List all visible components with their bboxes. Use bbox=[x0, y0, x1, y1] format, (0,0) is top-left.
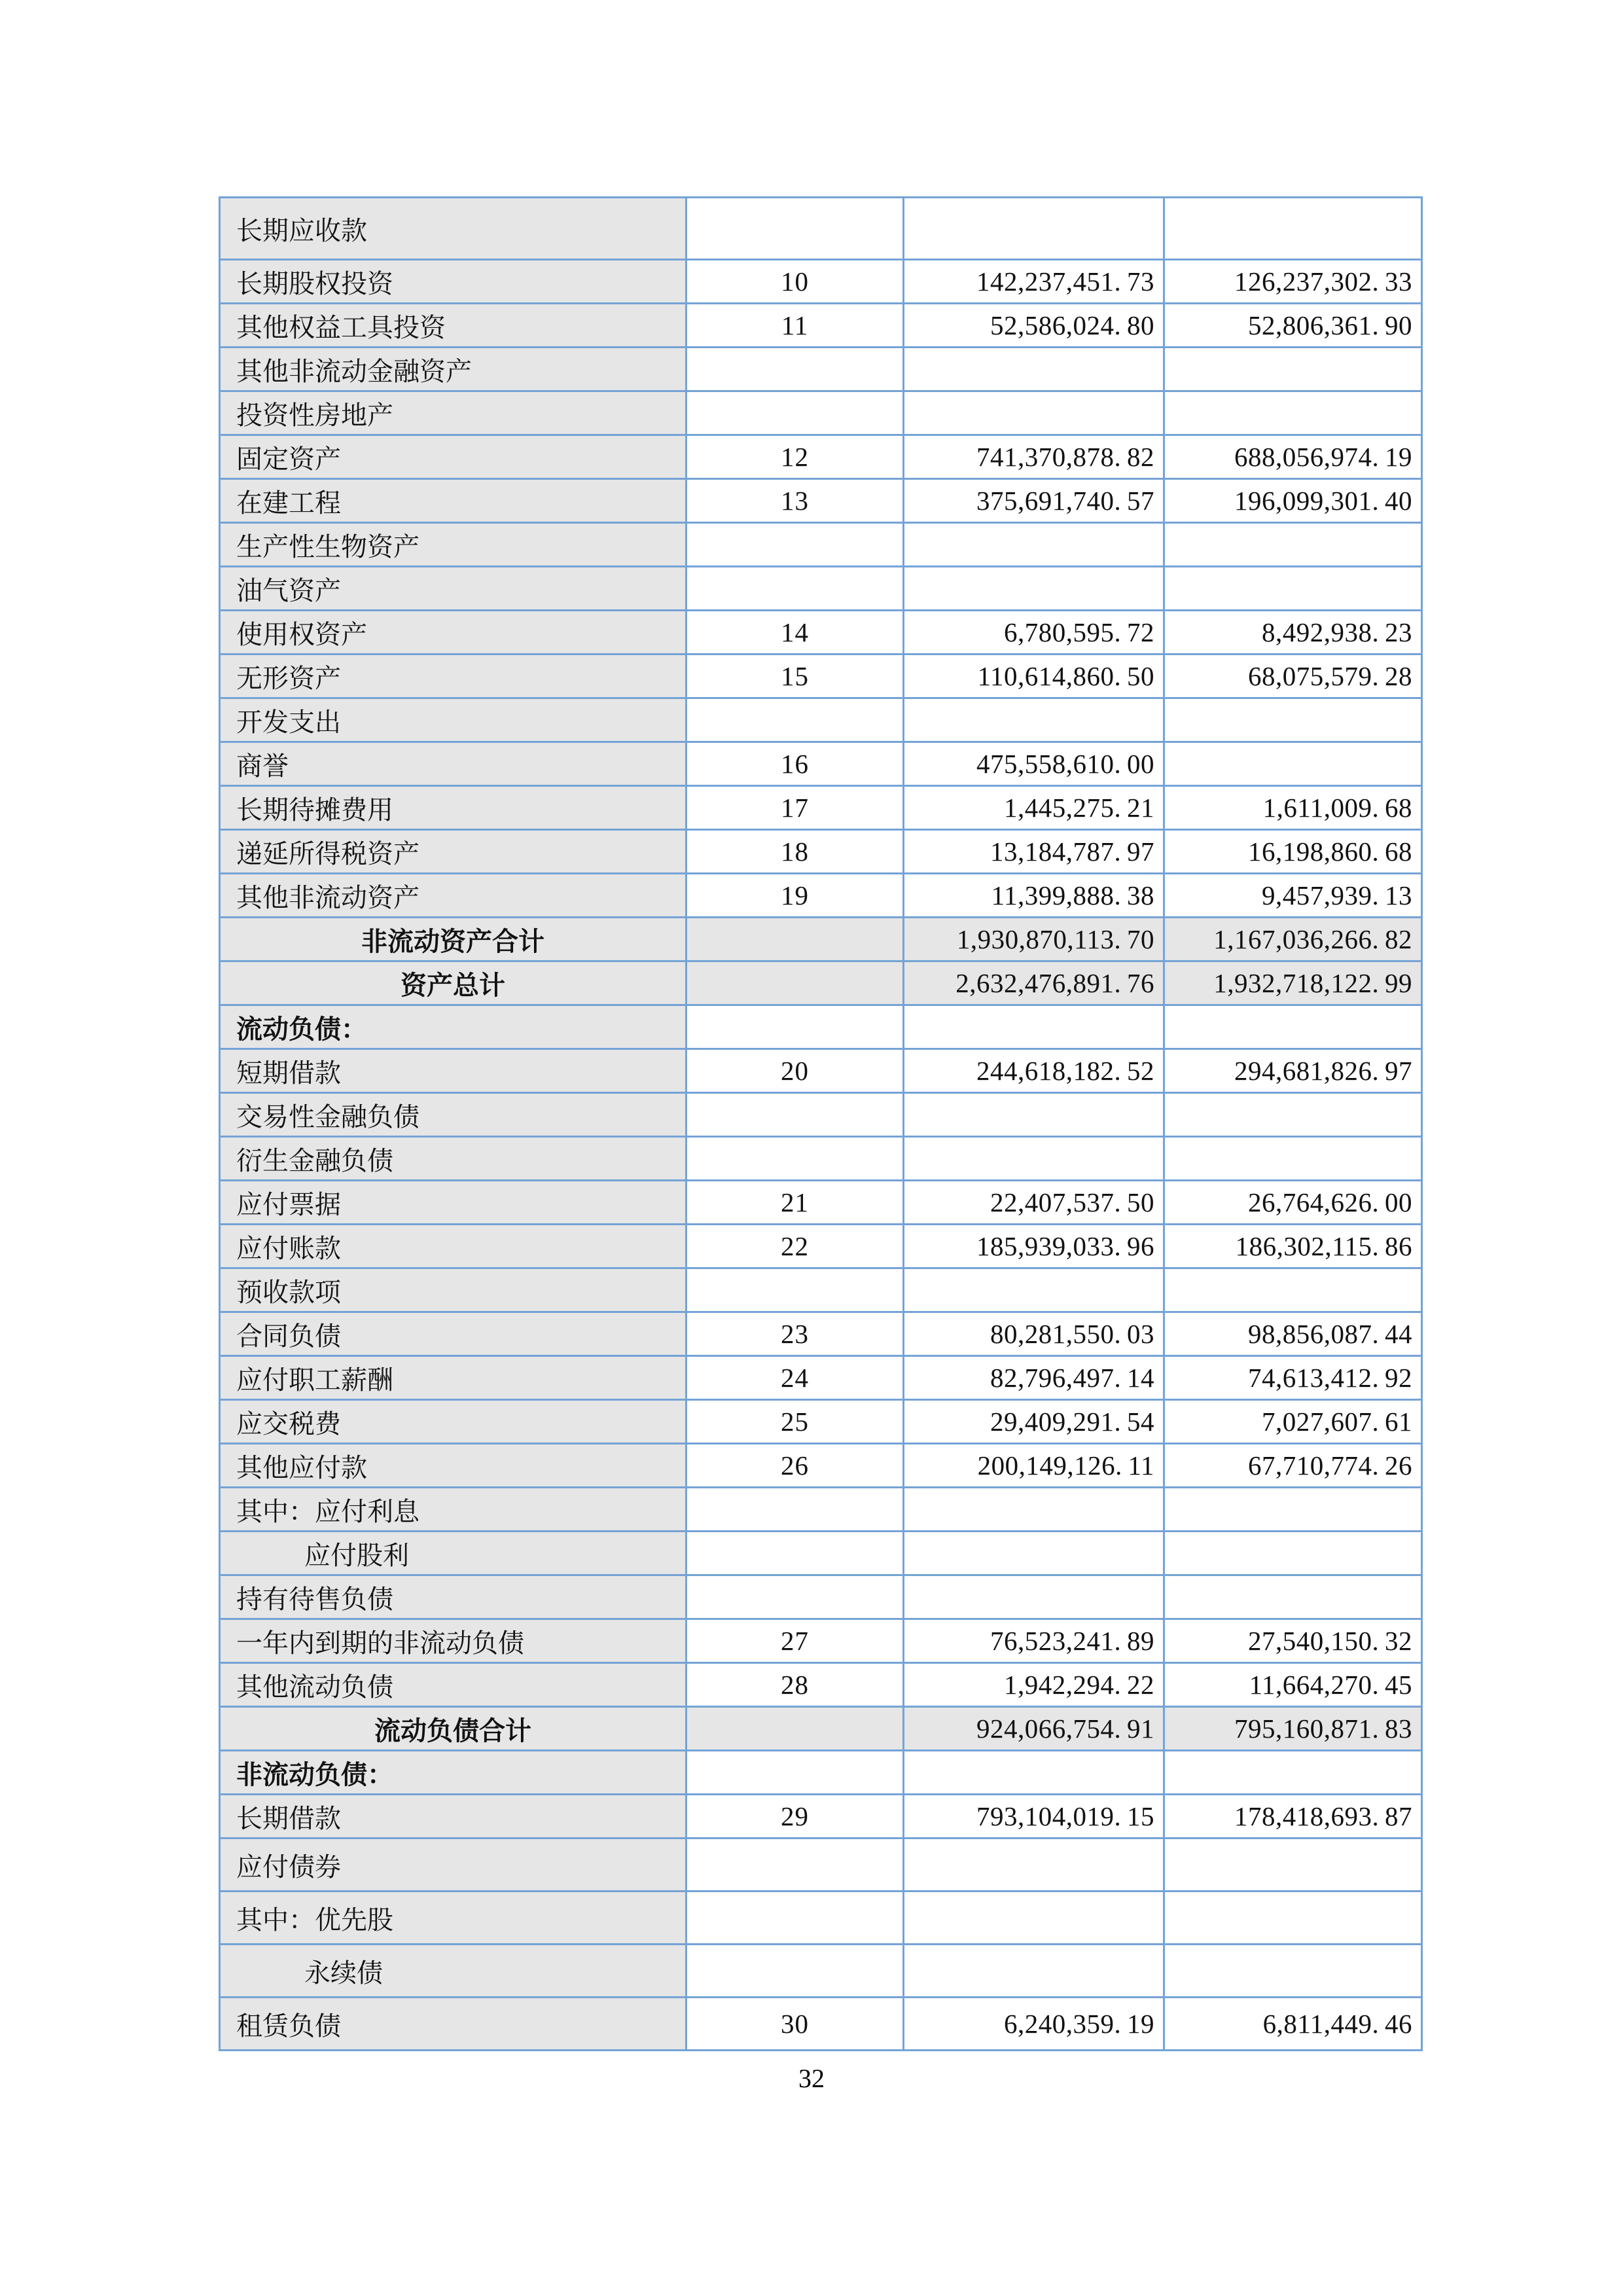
item-label-cell: 持有待售负债 bbox=[221, 1576, 685, 1618]
note-number-cell bbox=[685, 1839, 902, 1890]
item-label-cell: 预收款项 bbox=[221, 1269, 685, 1311]
amount2-cell bbox=[1163, 1488, 1421, 1530]
amount2-cell bbox=[1163, 567, 1421, 609]
table-row bbox=[221, 785, 1421, 829]
table-row bbox=[221, 609, 1421, 653]
amount2-cell: 196,099,301. 40 bbox=[1163, 480, 1421, 522]
amount1-cell bbox=[902, 392, 1163, 434]
item-label-cell: 油气资产 bbox=[221, 567, 685, 609]
table-row bbox=[221, 1179, 1421, 1223]
amount1-cell: 475,558,610. 00 bbox=[902, 743, 1163, 785]
amount1-cell: 924,066,754. 91 bbox=[902, 1708, 1163, 1749]
amount2-cell bbox=[1163, 392, 1421, 434]
note-number-cell bbox=[685, 962, 902, 1004]
note-number-cell bbox=[685, 1532, 902, 1574]
item-label-cell: 长期股权投资 bbox=[221, 260, 685, 302]
amount1-cell: 80,281,550. 03 bbox=[902, 1313, 1163, 1355]
item-label-cell: 其中：应付利息 bbox=[221, 1488, 685, 1530]
amount1-cell: 1,942,294. 22 bbox=[902, 1664, 1163, 1706]
page-number: 32 bbox=[798, 2064, 825, 2093]
note-number-cell: 14 bbox=[685, 611, 902, 653]
table-row bbox=[221, 522, 1421, 565]
amount2-cell: 26,764,626. 00 bbox=[1163, 1181, 1421, 1223]
amount1-cell bbox=[902, 1892, 1163, 1943]
amount1-cell: 375,691,740. 57 bbox=[902, 480, 1163, 522]
amount1-cell bbox=[902, 1138, 1163, 1179]
amount2-cell bbox=[1163, 699, 1421, 741]
note-number-cell: 26 bbox=[685, 1444, 902, 1486]
amount1-cell: 6,240,359. 19 bbox=[902, 1998, 1163, 2049]
amount2-cell bbox=[1163, 1945, 1421, 1996]
amount2-cell bbox=[1163, 1576, 1421, 1618]
table-row bbox=[221, 916, 1421, 960]
amount1-cell bbox=[902, 348, 1163, 390]
amount1-cell: 13,184,787. 97 bbox=[902, 831, 1163, 872]
amount1-cell bbox=[902, 1488, 1163, 1530]
note-number-cell: 25 bbox=[685, 1401, 902, 1443]
amount1-cell: 29,409,291. 54 bbox=[902, 1401, 1163, 1443]
amount2-cell: 27,540,150. 32 bbox=[1163, 1620, 1421, 1662]
table-row bbox=[221, 1890, 1421, 1943]
amount2-cell: 126,237,302. 33 bbox=[1163, 260, 1421, 302]
amount1-cell: 82,796,497. 14 bbox=[902, 1357, 1163, 1399]
table-row bbox=[221, 829, 1421, 872]
table-row bbox=[221, 198, 1421, 259]
note-number-cell: 19 bbox=[685, 874, 902, 916]
note-number-cell: 28 bbox=[685, 1664, 902, 1706]
amount2-cell: 178,418,693. 87 bbox=[1163, 1795, 1421, 1837]
note-number-cell bbox=[685, 524, 902, 565]
item-label-cell: 其中：优先股 bbox=[221, 1892, 685, 1943]
item-label-cell: 生产性生物资产 bbox=[221, 524, 685, 565]
item-label-cell: 资产总计 bbox=[221, 962, 685, 1004]
item-label-cell: 租赁负债 bbox=[221, 1998, 685, 2049]
item-label-cell: 固定资产 bbox=[221, 436, 685, 478]
item-label-cell: 开发支出 bbox=[221, 699, 685, 741]
note-number-cell bbox=[685, 1488, 902, 1530]
note-number-cell: 16 bbox=[685, 743, 902, 785]
note-number-cell bbox=[685, 1708, 902, 1749]
item-label-cell: 长期待摊费用 bbox=[221, 787, 685, 829]
item-label-cell: 衍生金融负债 bbox=[221, 1138, 685, 1179]
note-number-cell: 21 bbox=[685, 1181, 902, 1223]
amount1-cell: 76,523,241. 89 bbox=[902, 1620, 1163, 1662]
table-row bbox=[221, 1530, 1421, 1574]
amount2-cell: 98,856,087. 44 bbox=[1163, 1313, 1421, 1355]
table-row bbox=[221, 565, 1421, 609]
note-number-cell bbox=[685, 392, 902, 434]
balance-sheet-table bbox=[219, 196, 1423, 2051]
amount1-cell: 1,930,870,113. 70 bbox=[902, 918, 1163, 960]
table-row bbox=[221, 653, 1421, 697]
amount2-cell: 7,027,607. 61 bbox=[1163, 1401, 1421, 1443]
amount2-cell: 1,932,718,122. 99 bbox=[1163, 962, 1421, 1004]
table-row bbox=[221, 1048, 1421, 1092]
table-row bbox=[221, 741, 1421, 785]
amount2-cell bbox=[1163, 1532, 1421, 1574]
amount2-cell bbox=[1163, 198, 1421, 259]
note-number-cell: 29 bbox=[685, 1795, 902, 1837]
note-number-cell bbox=[685, 699, 902, 741]
item-label-cell: 其他非流动资产 bbox=[221, 874, 685, 916]
amount1-cell: 793,104,019. 15 bbox=[902, 1795, 1163, 1837]
amount2-cell bbox=[1163, 1839, 1421, 1890]
table-row bbox=[221, 1618, 1421, 1662]
table-row bbox=[221, 1749, 1421, 1793]
table-row bbox=[221, 1267, 1421, 1311]
table-row bbox=[221, 1443, 1421, 1486]
amount1-cell: 11,399,888. 38 bbox=[902, 874, 1163, 916]
item-label-cell: 递延所得税资产 bbox=[221, 831, 685, 872]
amount2-cell: 74,613,412. 92 bbox=[1163, 1357, 1421, 1399]
table-row bbox=[221, 872, 1421, 916]
amount2-cell bbox=[1163, 1006, 1421, 1048]
item-label-cell: 其他应付款 bbox=[221, 1444, 685, 1486]
item-label-cell: 应付职工薪酬 bbox=[221, 1357, 685, 1399]
table-row bbox=[221, 1311, 1421, 1355]
note-number-cell: 15 bbox=[685, 655, 902, 697]
item-label-cell: 非流动资产合计 bbox=[221, 918, 685, 960]
amount2-cell: 186,302,115. 86 bbox=[1163, 1225, 1421, 1267]
note-number-cell bbox=[685, 1576, 902, 1618]
amount1-cell bbox=[902, 1576, 1163, 1618]
amount1-cell: 1,445,275. 21 bbox=[902, 787, 1163, 829]
amount2-cell: 6,811,449. 46 bbox=[1163, 1998, 1421, 2049]
table-row bbox=[221, 478, 1421, 522]
note-number-cell bbox=[685, 918, 902, 960]
item-label-cell: 其他非流动金融资产 bbox=[221, 348, 685, 390]
item-label-cell: 长期应收款 bbox=[221, 198, 685, 259]
note-number-cell bbox=[685, 198, 902, 259]
note-number-cell bbox=[685, 1945, 902, 1996]
table-row bbox=[221, 1662, 1421, 1706]
amount1-cell bbox=[902, 198, 1163, 259]
amount1-cell bbox=[902, 1532, 1163, 1574]
item-label-cell: 在建工程 bbox=[221, 480, 685, 522]
note-number-cell bbox=[685, 1006, 902, 1048]
amount2-cell bbox=[1163, 1094, 1421, 1136]
table-row bbox=[221, 1793, 1421, 1837]
item-label-cell: 应付股利 bbox=[221, 1532, 685, 1574]
amount2-cell: 11,664,270. 45 bbox=[1163, 1664, 1421, 1706]
amount1-cell: 185,939,033. 96 bbox=[902, 1225, 1163, 1267]
amount1-cell bbox=[902, 1269, 1163, 1311]
table-row bbox=[221, 1943, 1421, 1996]
note-number-cell bbox=[685, 1269, 902, 1311]
note-number-cell bbox=[685, 348, 902, 390]
item-label-cell: 使用权资产 bbox=[221, 611, 685, 653]
amount2-cell: 67,710,774. 26 bbox=[1163, 1444, 1421, 1486]
amount2-cell: 16,198,860. 68 bbox=[1163, 831, 1421, 872]
table-row bbox=[221, 390, 1421, 434]
table-row bbox=[221, 1355, 1421, 1399]
amount2-cell: 294,681,826. 97 bbox=[1163, 1050, 1421, 1092]
note-number-cell bbox=[685, 1094, 902, 1136]
item-label-cell: 非流动负债： bbox=[221, 1751, 685, 1793]
amount1-cell bbox=[902, 1006, 1163, 1048]
item-label-cell: 应付债券 bbox=[221, 1839, 685, 1890]
amount1-cell: 52,586,024. 80 bbox=[902, 304, 1163, 346]
table-row bbox=[221, 1399, 1421, 1443]
note-number-cell: 30 bbox=[685, 1998, 902, 2049]
amount1-cell: 741,370,878. 82 bbox=[902, 436, 1163, 478]
amount1-cell bbox=[902, 699, 1163, 741]
table-row bbox=[221, 1996, 1421, 2049]
amount1-cell bbox=[902, 1751, 1163, 1793]
amount2-cell: 52,806,361. 90 bbox=[1163, 304, 1421, 346]
note-number-cell: 11 bbox=[685, 304, 902, 346]
amount2-cell: 688,056,974. 19 bbox=[1163, 436, 1421, 478]
table-row bbox=[221, 1223, 1421, 1267]
table-row bbox=[221, 960, 1421, 1004]
item-label-cell: 短期借款 bbox=[221, 1050, 685, 1092]
amount1-cell: 6,780,595. 72 bbox=[902, 611, 1163, 653]
amount1-cell: 142,237,451. 73 bbox=[902, 260, 1163, 302]
amount2-cell: 1,611,009. 68 bbox=[1163, 787, 1421, 829]
note-number-cell: 10 bbox=[685, 260, 902, 302]
item-label-cell: 永续债 bbox=[221, 1945, 685, 1996]
item-label-cell: 其他流动负债 bbox=[221, 1664, 685, 1706]
note-number-cell: 12 bbox=[685, 436, 902, 478]
table-row bbox=[221, 1837, 1421, 1890]
amount1-cell: 110,614,860. 50 bbox=[902, 655, 1163, 697]
amount2-cell: 795,160,871. 83 bbox=[1163, 1708, 1421, 1749]
amount1-cell: 200,149,126. 11 bbox=[902, 1444, 1163, 1486]
item-label-cell: 流动负债： bbox=[221, 1006, 685, 1048]
item-label-cell: 无形资产 bbox=[221, 655, 685, 697]
amount2-cell: 1,167,036,266. 82 bbox=[1163, 918, 1421, 960]
table-row bbox=[221, 259, 1421, 302]
amount1-cell bbox=[902, 1945, 1163, 1996]
item-label-cell: 一年内到期的非流动负债 bbox=[221, 1620, 685, 1662]
amount2-cell: 8,492,938. 23 bbox=[1163, 611, 1421, 653]
amount2-cell bbox=[1163, 1138, 1421, 1179]
note-number-cell: 22 bbox=[685, 1225, 902, 1267]
amount1-cell bbox=[902, 524, 1163, 565]
table-row bbox=[221, 697, 1421, 741]
amount1-cell: 244,618,182. 52 bbox=[902, 1050, 1163, 1092]
table-row bbox=[221, 1486, 1421, 1530]
note-number-cell: 20 bbox=[685, 1050, 902, 1092]
item-label-cell: 投资性房地产 bbox=[221, 392, 685, 434]
amount2-cell: 68,075,579. 28 bbox=[1163, 655, 1421, 697]
amount2-cell bbox=[1163, 1751, 1421, 1793]
amount1-cell bbox=[902, 1839, 1163, 1890]
amount2-cell bbox=[1163, 743, 1421, 785]
amount2-cell bbox=[1163, 1892, 1421, 1943]
note-number-cell bbox=[685, 567, 902, 609]
note-number-cell: 24 bbox=[685, 1357, 902, 1399]
item-label-cell: 应交税费 bbox=[221, 1401, 685, 1443]
note-number-cell: 18 bbox=[685, 831, 902, 872]
item-label-cell: 长期借款 bbox=[221, 1795, 685, 1837]
table-row bbox=[221, 434, 1421, 478]
item-label-cell: 应付票据 bbox=[221, 1181, 685, 1223]
table-row bbox=[221, 1092, 1421, 1136]
table-row bbox=[221, 1574, 1421, 1618]
amount2-cell: 9,457,939. 13 bbox=[1163, 874, 1421, 916]
amount1-cell bbox=[902, 1094, 1163, 1136]
item-label-cell: 商誉 bbox=[221, 743, 685, 785]
note-number-cell bbox=[685, 1751, 902, 1793]
item-label-cell: 交易性金融负债 bbox=[221, 1094, 685, 1136]
note-number-cell bbox=[685, 1892, 902, 1943]
amount2-cell bbox=[1163, 524, 1421, 565]
item-label-cell: 流动负债合计 bbox=[221, 1708, 685, 1749]
note-number-cell: 17 bbox=[685, 787, 902, 829]
table-row bbox=[221, 1706, 1421, 1749]
table-row bbox=[221, 1136, 1421, 1179]
note-number-cell bbox=[685, 1138, 902, 1179]
amount1-cell: 22,407,537. 50 bbox=[902, 1181, 1163, 1223]
amount2-cell bbox=[1163, 348, 1421, 390]
table-row bbox=[221, 346, 1421, 390]
table-row bbox=[221, 1004, 1421, 1048]
note-number-cell: 23 bbox=[685, 1313, 902, 1355]
amount2-cell bbox=[1163, 1269, 1421, 1311]
table-row bbox=[221, 302, 1421, 346]
note-number-cell: 13 bbox=[685, 480, 902, 522]
item-label-cell: 应付账款 bbox=[221, 1225, 685, 1267]
amount1-cell: 2,632,476,891. 76 bbox=[902, 962, 1163, 1004]
note-number-cell: 27 bbox=[685, 1620, 902, 1662]
item-label-cell: 其他权益工具投资 bbox=[221, 304, 685, 346]
item-label-cell: 合同负债 bbox=[221, 1313, 685, 1355]
amount1-cell bbox=[902, 567, 1163, 609]
